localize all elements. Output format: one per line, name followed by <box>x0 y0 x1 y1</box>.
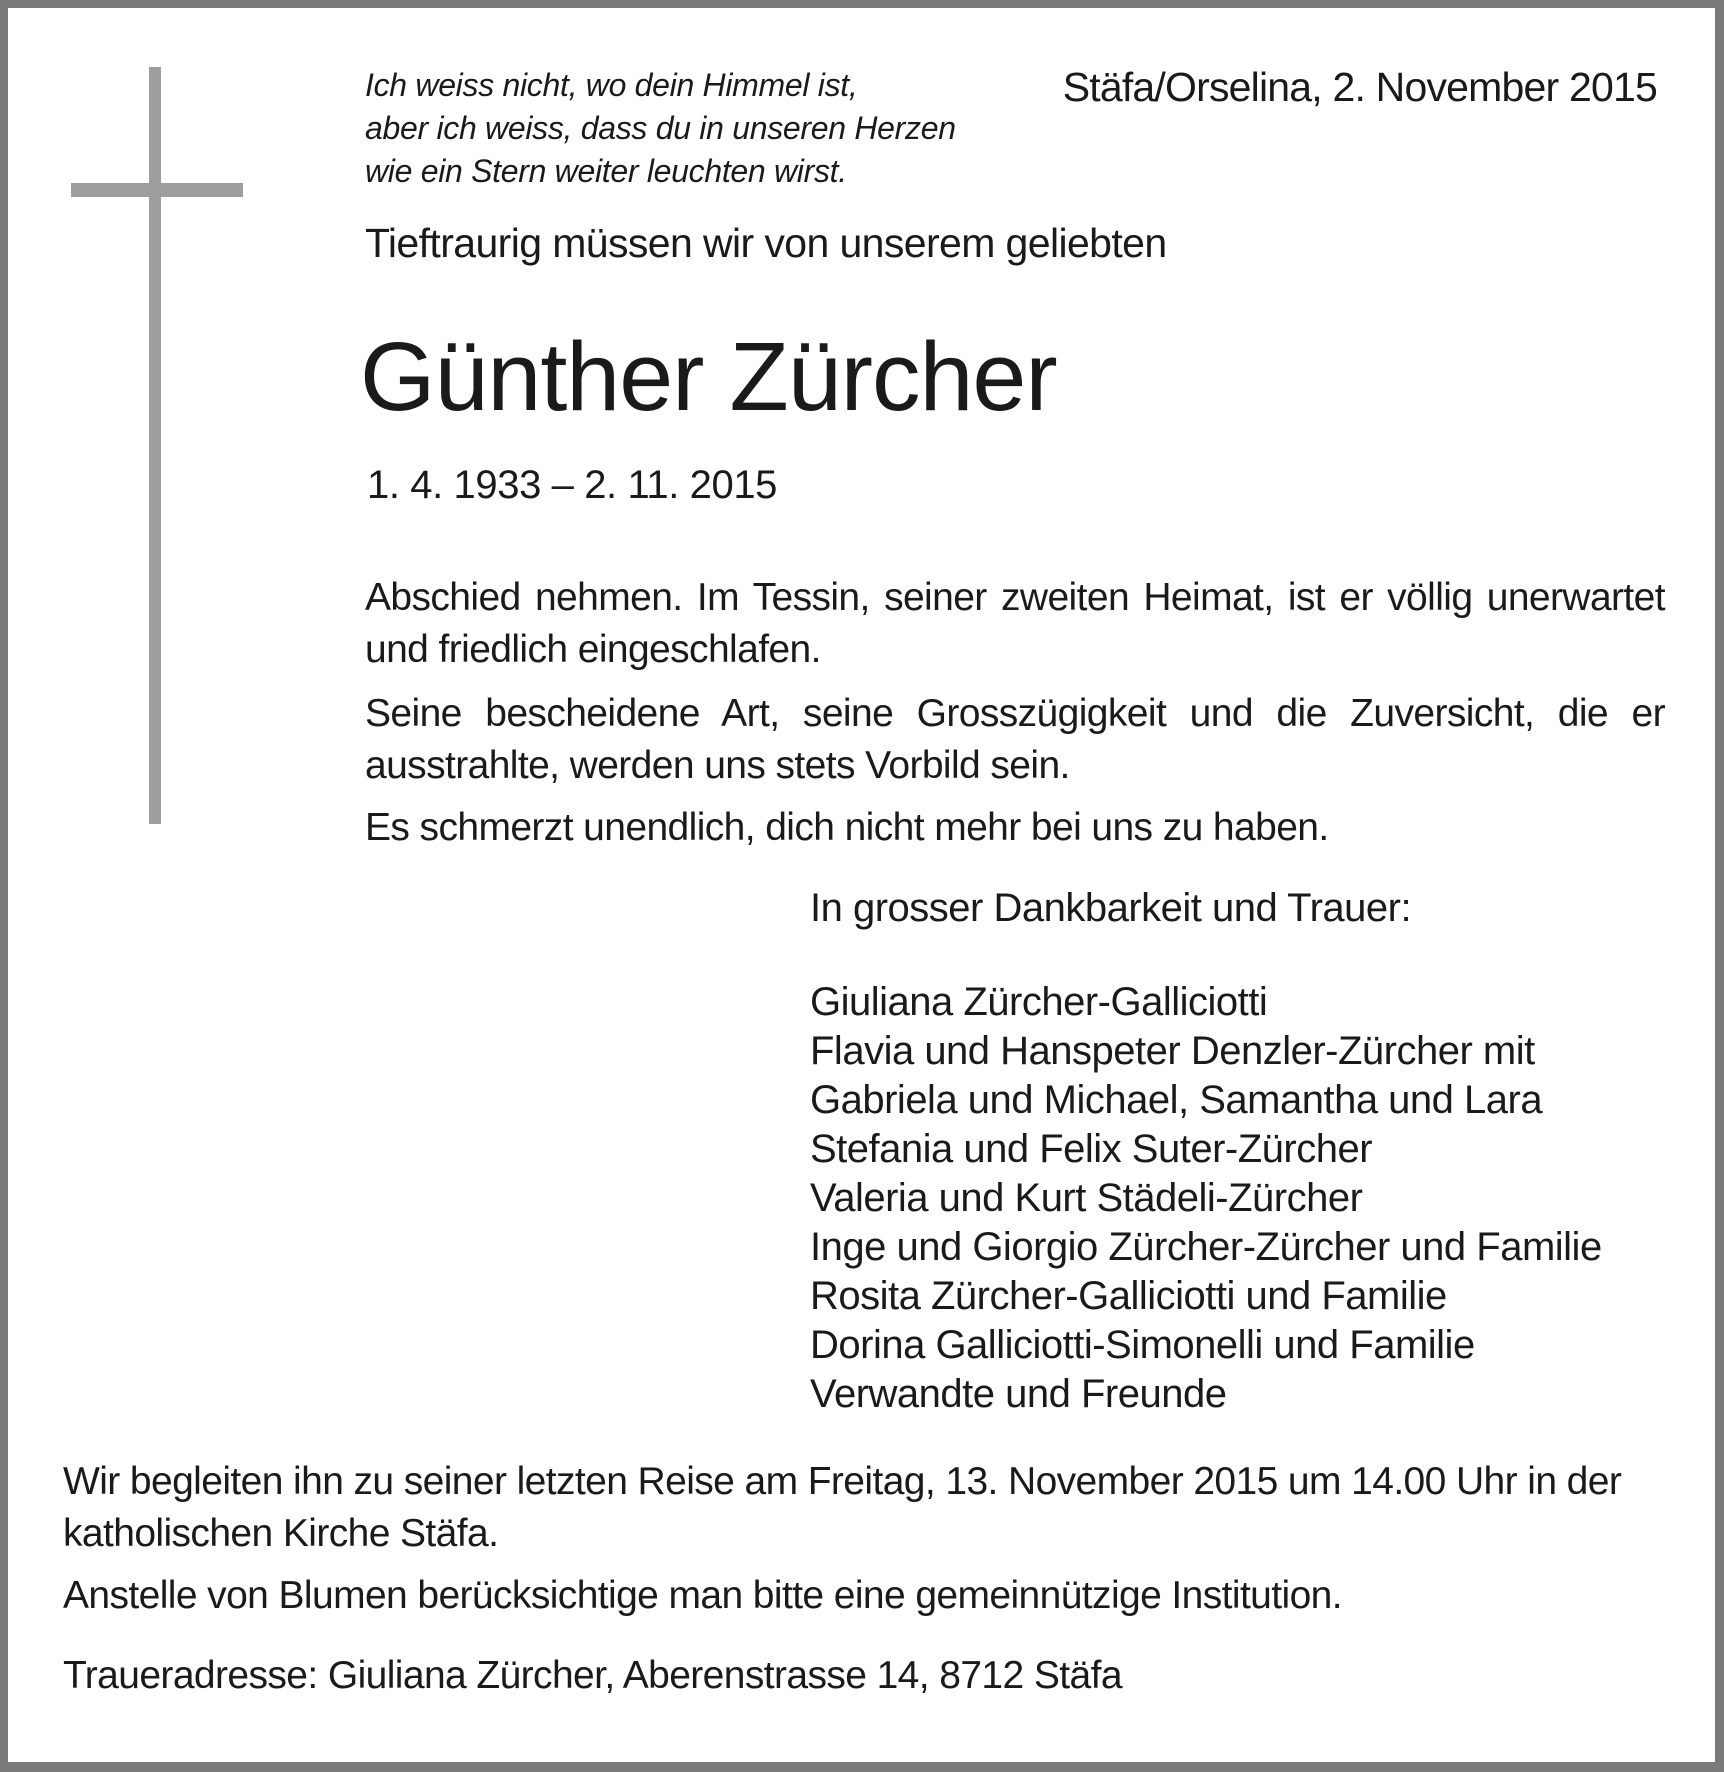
obituary-paragraph-2: Seine bescheidene Art, seine Grosszügigkeit und die Zuversicht, die er ausstrahlte, werden uns stets Vorbild sein. <box>365 692 1665 787</box>
funeral-info: Wir begleiten ihn zu seiner letzten Reise am Freitag, 13. November 2015 um 14.00 Uhr in der katholischen Kirche Stäfa. <box>63 1460 1622 1555</box>
mourner-row: Dorina Galliciotti-Simonelli und Familie <box>810 1323 1475 1367</box>
mourner-row: Flavia und Hanspeter Denzler-Zürcher mit <box>810 1029 1535 1073</box>
mourner-row: Gabriela und Michael, Samantha und Lara <box>810 1078 1543 1122</box>
mourner-row: Verwandte und Freunde <box>810 1372 1227 1416</box>
memorial-quote <box>365 64 956 193</box>
mourner-row: Rosita Zürcher-Galliciotti und Familie <box>810 1274 1447 1318</box>
quote-line-2: aber ich weiss, dass du in unseren Herzen <box>365 110 956 146</box>
quote-line-1: Ich weiss nicht, wo dein Himmel ist, <box>365 67 858 103</box>
place-dateline: Stäfa/Orselina, 2. November 2015 <box>1062 64 1657 110</box>
cross-vertical-bar <box>149 67 161 824</box>
mourner-row: Giuliana Zürcher-Galliciotti <box>810 980 1268 1024</box>
obituary-paragraph-3: Es schmerzt unendlich, dich nicht mehr bei uns zu haben. <box>365 806 1329 849</box>
intro-text: Tieftraurig müssen wir von unserem geliebten <box>365 220 1167 266</box>
mourning-address: Traueradresse: Giuliana Zürcher, Aberenstrasse 14, 8712 Stäfa <box>63 1654 1122 1697</box>
life-dates: 1. 4. 1933 – 2. 11. 2015 <box>367 463 778 507</box>
cross-horizontal-bar <box>71 183 243 197</box>
deceased-name: Günther Zürcher <box>360 322 1057 431</box>
mourners-list <box>810 978 1602 1419</box>
obituary-paragraph-1: Abschied nehmen. Im Tessin, seiner zweiten Heimat, ist er völlig unerwartet und friedlich eingeschlafen. <box>365 576 1665 671</box>
mourner-row: Stefania und Felix Suter-Zürcher <box>810 1127 1373 1171</box>
mourner-row: Valeria und Kurt Städeli-Zürcher <box>810 1176 1363 1220</box>
quote-line-3: wie ein Stern weiter leuchten wirst. <box>365 153 847 189</box>
mourner-row: Inge und Giorgio Zürcher-Zürcher und Familie <box>810 1225 1602 1269</box>
flowers-note: Anstelle von Blumen berücksichtige man bitte eine gemeinnützige Institution. <box>63 1574 1342 1617</box>
mourners-heading: In grosser Dankbarkeit und Trauer: <box>810 886 1412 930</box>
